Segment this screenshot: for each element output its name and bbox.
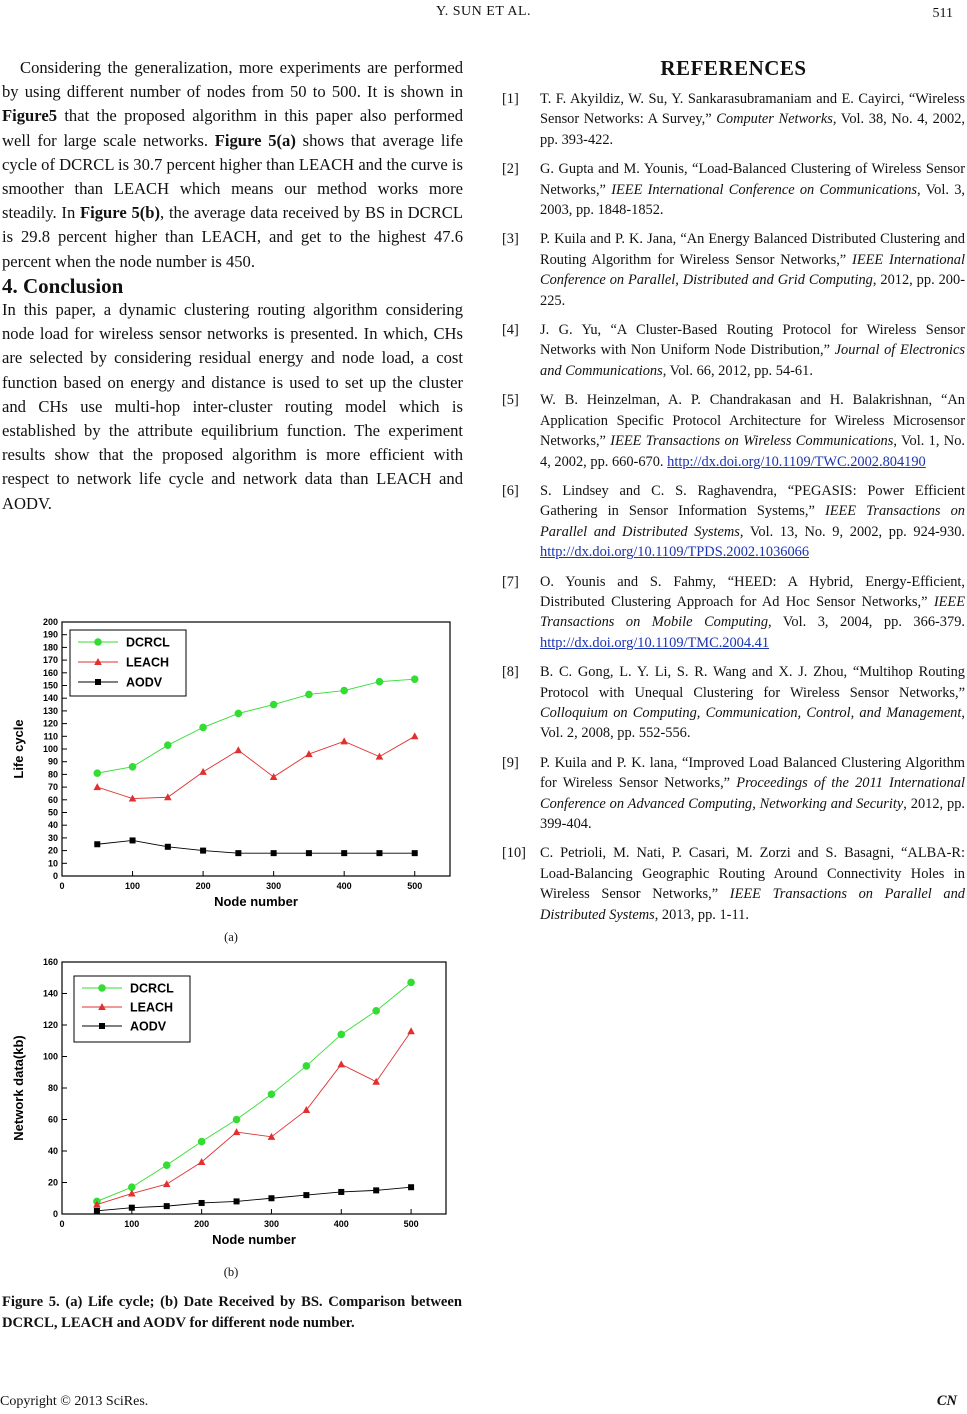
data-point-dcrcl: [376, 678, 383, 685]
legend-label-aodv: AODV: [130, 1019, 167, 1034]
legend-label-aodv: AODV: [126, 675, 163, 690]
subfigure-label-b: (b): [223, 1265, 239, 1279]
reference-number: [9]: [502, 754, 519, 771]
data-point-leach: [372, 1078, 380, 1085]
data-point-aodv: [200, 848, 206, 854]
y-tick-label: 200: [42, 617, 58, 627]
y-tick-label: 30: [47, 832, 58, 843]
reference-venue: Proceedings of the 2011 International Conference on Advanced Computing, Networking and Security: [540, 775, 965, 812]
y-tick-label: 10: [47, 858, 58, 869]
reference-details: , 2012, pp. 399-404.: [540, 795, 965, 832]
y-tick-label: 70: [47, 782, 58, 793]
data-point-aodv: [303, 1192, 309, 1198]
doi-link[interactable]: http://dx.doi.org/10.1109/TPDS.2002.1036066: [540, 544, 810, 561]
y-tick-label: 100: [42, 1051, 58, 1062]
data-point-leach: [407, 1027, 415, 1034]
reference-item: [502, 390, 965, 472]
reference-details: , 2013, pp. 1-11.: [654, 906, 749, 923]
x-tick-label: 300: [266, 881, 282, 891]
legend-label-leach: LEACH: [126, 655, 170, 670]
reference-authors-title: P. Kuila and P. K. lana, “Improved Load Balanced Clustering Algorithm for Wireless Sensor Networks,”: [540, 754, 965, 792]
reference-list: [502, 89, 965, 925]
reference-authors-title: G. Gupta and M. Younis, “Load-Balanced Clustering of Wireless Sensor Networks,”: [540, 161, 965, 198]
reference-text: [540, 662, 965, 744]
data-point-dcrcl: [200, 724, 207, 731]
reference-authors-title: O. Younis and S. Fahmy, “HEED: A Hybrid, Energy-Efficient, Distributed Clustering Approach for Ad Hoc Sensor Networks,”: [540, 573, 965, 610]
y-tick-label: 130: [42, 705, 58, 716]
data-point-aodv: [341, 850, 347, 856]
y-axis-label: Life cycle: [11, 719, 26, 779]
reference-details: , Vol. 1, No. 4, 2002, pp. 660-670.: [540, 433, 965, 470]
y-tick-label: 60: [47, 794, 58, 805]
data-point-dcrcl: [129, 763, 136, 770]
reference-details: , Vol. 3, 2003, pp. 1848-1852.: [540, 181, 966, 219]
reference-number: [10]: [502, 845, 526, 862]
data-point-leach: [233, 1128, 241, 1135]
y-tick-label: 0: [52, 871, 58, 881]
footer-copyright: Copyright © 2013 SciRes.: [0, 1394, 149, 1409]
results-paragraph: [2, 56, 463, 274]
data-point-aodv: [94, 841, 100, 847]
subfigure-label-a: (a): [224, 930, 238, 944]
series-line-aodv: [97, 840, 414, 853]
reference-text: [540, 229, 965, 311]
references-section: [502, 56, 965, 934]
figure-reference: Figure5: [2, 106, 57, 126]
data-point-aodv: [165, 844, 171, 850]
reference-venue: Computer Networks: [716, 111, 833, 128]
reference-text: [540, 753, 965, 835]
data-point-leach: [163, 1180, 171, 1187]
data-point-dcrcl: [268, 1091, 275, 1098]
chart-network-data: [10, 952, 455, 1258]
chart-life-cycle: [10, 612, 455, 924]
reference-number: [3]: [502, 231, 519, 248]
data-point-dcrcl: [303, 1063, 310, 1070]
data-point-leach: [235, 746, 243, 753]
reference-details: , Vol. 13, No. 9, 2002, pp. 924-930.: [739, 523, 965, 540]
reference-number: [8]: [502, 664, 519, 681]
reference-number: [6]: [502, 482, 519, 499]
data-point-dcrcl: [198, 1138, 205, 1145]
y-tick-label: 190: [42, 629, 58, 640]
data-point-aodv: [268, 1195, 274, 1201]
data-point-leach: [270, 773, 278, 780]
paragraph-text: that the proposed algorithm in this paper also performed well for large scale networks.: [2, 106, 463, 150]
paragraph-text: shows that average life cycle of DCRCL is 30.7 percent higher than LEACH and the curve is smoother than LEACH which means our method works more steadily. In: [2, 130, 463, 223]
x-tick-label: 300: [263, 1219, 279, 1229]
x-axis-label: Node number: [212, 1232, 296, 1247]
reference-details: , Vol. 66, 2012, pp. 54-61.: [662, 362, 813, 379]
y-tick-label: 100: [42, 744, 58, 754]
doi-link[interactable]: http://dx.doi.org/10.1109/TWC.2002.804190: [667, 453, 926, 470]
reference-venue: IEEE Transactions on Parallel and Distributed Systems: [540, 503, 965, 540]
reference-item: [502, 572, 965, 654]
reference-item: [502, 320, 965, 381]
data-point-leach: [337, 1060, 345, 1067]
data-point-leach: [411, 732, 419, 739]
reference-authors-title: T. F. Akyildiz, W. Su, Y. Sankarasubramaniam and E. Cayirci, “Wireless Sensor Networks: A Survey,”: [540, 91, 965, 128]
data-point-aodv: [164, 1203, 170, 1209]
y-tick-label: 40: [47, 1146, 58, 1156]
series-line-leach: [97, 1031, 411, 1204]
running-header-authors: Y. SUN ET AL.: [435, 4, 532, 19]
x-tick-label: 100: [125, 881, 141, 891]
doi-link[interactable]: http://dx.doi.org/10.1109/TMC.2004.41: [540, 634, 770, 651]
figure-reference: Figure 5(b): [80, 203, 161, 223]
reference-text: [540, 572, 965, 654]
reference-item: [502, 159, 965, 220]
reference-details: , Vol. 3, 2004, pp. 366-379.: [768, 614, 965, 631]
reference-authors-title: W. B. Heinzelman, A. P. Chandrakasan and H. Balakrishnan, “An Application Specific Protocol Architecture for Wireless Microsensor Networks,”: [540, 392, 965, 450]
data-point-aodv: [408, 1184, 414, 1190]
x-axis-label: Node number: [214, 894, 298, 909]
y-tick-label: 40: [47, 820, 58, 831]
x-tick-label: 0: [59, 881, 65, 891]
reference-number: [2]: [502, 161, 519, 178]
reference-number: [1]: [502, 91, 519, 107]
reference-text: [540, 89, 965, 150]
reference-text: [540, 159, 965, 220]
reference-authors-title: P. Kuila and P. K. Jana, “An Energy Balanced Distributed Clustering and Routing Algorithm for Wireless Sensor Networks,”: [540, 231, 965, 268]
series-line-aodv: [97, 1187, 411, 1211]
y-tick-label: 80: [47, 1083, 58, 1093]
paragraph-text: Considering the generalization, more experiments are performed by using different number of nodes from 50 to 500. It is shown in: [2, 58, 463, 102]
reference-number: [7]: [502, 573, 519, 590]
conclusion-paragraph: In this paper, a dynamic clustering routing algorithm considering node load for wireless sensor networks is presented. In which, CHs are selected by considering residual energy and node load, a cost function based on energy and distance is used to set up the cluster and CHs use multi-hop inter-cluster routing model which is established by the attribute equilibrium function. The experiment results show that the proposed algorithm is more efficient with respect to network life cycle and network data than LEACH and AODV.: [2, 300, 463, 513]
data-point-leach: [198, 1158, 206, 1165]
reference-text: [540, 843, 965, 925]
reference-details: , Vol. 2, 2008, pp. 552-556.: [540, 704, 965, 742]
legend-marker-aodv: [95, 679, 101, 685]
data-point-aodv: [94, 1208, 100, 1214]
reference-venue: IEEE International Conference on Communications: [611, 181, 918, 198]
legend-marker-dcrcl: [95, 639, 102, 646]
data-point-aodv: [129, 1205, 135, 1211]
references-heading: REFERENCES: [660, 56, 807, 80]
y-tick-label: 160: [42, 667, 58, 678]
x-tick-label: 100: [124, 1219, 140, 1229]
page-number: 511: [932, 6, 953, 21]
y-axis-label: Network data(kb): [11, 1035, 26, 1141]
data-point-dcrcl: [411, 676, 418, 683]
data-point-dcrcl: [338, 1031, 345, 1038]
data-point-aodv: [412, 850, 418, 856]
reference-details: , 2012, pp. 200-225.: [540, 272, 965, 309]
data-point-dcrcl: [408, 979, 415, 986]
x-tick-label: 400: [333, 1219, 349, 1229]
data-point-leach: [164, 793, 172, 800]
footer-journal: CN: [936, 1393, 957, 1409]
reference-item: [502, 843, 965, 925]
reference-number: [5]: [502, 392, 519, 409]
data-point-leach: [199, 768, 207, 775]
data-point-dcrcl: [235, 710, 242, 717]
data-point-leach: [93, 783, 101, 790]
x-tick-label: 400: [336, 881, 352, 891]
data-point-aodv: [373, 1187, 379, 1193]
data-point-leach: [340, 737, 348, 744]
data-point-aodv: [199, 1200, 205, 1206]
reference-venue: Journal of Electronics and Communications: [540, 342, 965, 379]
data-point-dcrcl: [306, 691, 313, 698]
reference-item: [502, 662, 965, 744]
y-tick-label: 90: [47, 756, 58, 767]
reference-number: [4]: [502, 322, 519, 339]
data-point-aodv: [306, 850, 312, 856]
data-point-dcrcl: [163, 1162, 170, 1169]
y-tick-label: 120: [42, 718, 58, 729]
reference-venue: IEEE Transactions on Wireless Communications: [610, 433, 894, 450]
data-point-aodv: [338, 1189, 344, 1195]
x-tick-label: 500: [403, 1219, 419, 1229]
reference-details: , Vol. 38, No. 4, 2002, pp. 393-422.: [540, 111, 966, 148]
data-point-dcrcl: [94, 770, 101, 777]
data-point-aodv: [235, 850, 241, 856]
reference-item: [502, 229, 965, 311]
y-tick-label: 20: [47, 845, 58, 856]
data-point-dcrcl: [233, 1116, 240, 1123]
section-heading-conclusion: 4. Conclusion: [2, 273, 124, 298]
y-tick-label: 80: [47, 769, 58, 780]
y-tick-label: 140: [42, 693, 58, 704]
data-point-dcrcl: [341, 687, 348, 694]
y-tick-label: 20: [47, 1177, 58, 1188]
data-point-aodv: [271, 850, 277, 856]
y-tick-label: 150: [42, 680, 58, 691]
y-tick-label: 160: [42, 957, 58, 967]
y-tick-label: 140: [42, 988, 58, 999]
legend-label-leach: LEACH: [130, 1000, 174, 1015]
x-tick-label: 0: [59, 1219, 65, 1229]
y-tick-label: 60: [47, 1114, 58, 1125]
y-tick-label: 180: [42, 642, 58, 653]
reference-authors-title: C. Petrioli, M. Nati, P. Casari, M. Zorzi and S. Basagni, “ALBA-R: Load-Balancing Geographic Routing Around Connectivity Holes in Wireless Sensor Networks,”: [540, 845, 965, 903]
reference-venue: IEEE International Conference on Parallel, Distributed and Grid Computing: [540, 251, 965, 289]
y-tick-label: 50: [47, 807, 58, 818]
reference-text: [540, 320, 965, 381]
reference-item: [502, 753, 965, 835]
reference-item: [502, 89, 965, 150]
reference-venue: Colloquium on Computing, Communication, Control, and Management: [540, 704, 962, 721]
legend-label-dcrcl: DCRCL: [126, 635, 170, 650]
x-tick-label: 500: [407, 881, 423, 891]
reference-venue: IEEE Transactions on Parallel and Distributed Systems: [540, 886, 965, 923]
legend-marker-aodv: [99, 1023, 105, 1029]
y-tick-label: 0: [52, 1209, 58, 1219]
reference-item: [502, 481, 965, 563]
figure-reference: Figure 5(a): [214, 130, 296, 150]
data-point-dcrcl: [165, 742, 172, 749]
data-point-dcrcl: [373, 1008, 380, 1015]
y-tick-label: 120: [42, 1020, 58, 1030]
figure-caption: Figure 5. (a) Life cycle; (b) Date Received by BS. Comparison between DCRCL, LEACH and AODV for different node number.: [2, 1294, 462, 1331]
reference-text: [540, 390, 965, 472]
left-column: [2, 56, 463, 516]
x-tick-label: 200: [195, 881, 211, 891]
reference-text: [540, 481, 965, 563]
data-point-aodv: [376, 850, 382, 856]
legend-label-dcrcl: DCRCL: [130, 981, 174, 996]
y-tick-label: 170: [42, 655, 58, 666]
series-line-leach: [97, 736, 414, 798]
y-tick-label: 110: [43, 731, 58, 742]
reference-authors-title: B. C. Gong, L. Y. Li, S. R. Wang and X. J. Zhou, “Multihop Routing Protocol with Unequal Clustering for Wireless Sensor Networks,”: [540, 664, 965, 701]
data-point-dcrcl: [270, 701, 277, 708]
legend-marker-dcrcl: [99, 985, 106, 992]
data-point-aodv: [130, 837, 136, 843]
reference-venue: IEEE Transactions on Mobile Computing: [540, 593, 965, 631]
data-point-leach: [376, 753, 384, 760]
reference-authors-title: J. G. Yu, “A Cluster-Based Routing Protocol for Wireless Sensor Networks with Non Uniform Node Distribution,”: [540, 322, 965, 359]
data-point-aodv: [234, 1198, 240, 1204]
x-tick-label: 200: [194, 1219, 210, 1229]
paragraph-text: , the average data received by BS in DCRCL is 29.8 percent higher than LEACH, and get to the highest 47.6 percent when the node number is 450.: [2, 203, 463, 271]
reference-authors-title: S. Lindsey and C. S. Raghavendra, “PEGASIS: Power Efficient Gathering in Sensor Information Systems,”: [540, 482, 965, 520]
